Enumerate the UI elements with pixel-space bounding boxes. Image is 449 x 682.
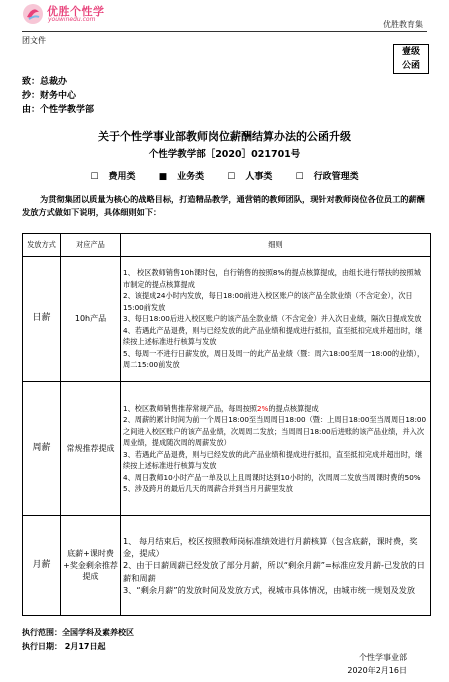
checkbox-icon: ☐ — [227, 172, 236, 182]
detail-line: 4、若遇此产品退费，则与已经发放的此产品业绩和提成进行抵扣，直至抵扣完成并超出时，继续按上述标准进行核算与发放 — [123, 325, 423, 347]
recipient-cc: 抄：财务中心 — [22, 91, 77, 101]
detail-line: 5、每周一不进行日薪发放，周日及周一的此产品业绩（暨：周六18:00至周一18:00的业绩），周二15:00前发放 — [123, 348, 425, 370]
category-business: ■ 业务类 — [158, 172, 205, 182]
checkbox-checked-icon: ■ — [158, 172, 168, 182]
brand-logo — [22, 2, 142, 26]
recipient-to: 致：总裁办 — [22, 77, 68, 87]
doc-label: 团文件 — [22, 36, 46, 45]
category-fee: ☐ 费用类 — [90, 172, 136, 182]
product-cell: 常规推荐提成 — [61, 382, 121, 516]
salary-table — [22, 233, 431, 616]
rate-highlight: 2% — [256, 403, 269, 413]
detail-line: 2、由于日薪周薪已经发放了部分月薪，所以“剩余月薪”=标准应发月薪-已发放的日薪和周薪 — [123, 560, 425, 583]
table-row — [23, 516, 431, 616]
detail-line: 3、每日18:00后进入校区账户的该产品全款业绩（不含定金）并入次日业绩，隔次日提成发放 — [123, 314, 422, 324]
sign-date: 2020年2月16日 — [347, 666, 407, 675]
checkbox-icon: ☐ — [295, 172, 304, 182]
method-cell: 月薪 — [23, 516, 61, 616]
category-admin: ☐ 行政管理类 — [295, 172, 359, 182]
detail-line: 3、若遇此产品退费，则与已经发放的此产品业绩和提成进行抵扣，直至抵扣完成并超出时，继续按上述标准进行核算与发放 — [123, 449, 423, 470]
logo-mark-icon — [22, 3, 44, 25]
detail-line: 1、 每月结束后，校区按照教师岗标准绩效进行月薪核算（包含底薪，课时费，奖金，提成） — [123, 535, 418, 559]
table-row — [23, 382, 431, 516]
category-checklist — [0, 169, 449, 182]
header-method: 发放方式 — [23, 234, 61, 257]
detail-cell — [121, 257, 431, 382]
classification-box — [393, 44, 429, 74]
detail-line: 3、“剩余月薪”的发放时间及发放方式，视城市具体情况，由城市统一规划及发放 — [123, 584, 416, 595]
table-row — [23, 257, 431, 382]
detail-cell — [121, 516, 431, 616]
brand-site: youwinedu.com — [48, 16, 96, 23]
classification-type: 公函 — [401, 61, 420, 71]
product-cell: 10h产品 — [61, 257, 121, 382]
detail-line: 2、周薪的累计时间为前一个周日18:00至当周周日18:00（暨：上周日18:00至当周周日18:00之间进入校区账户的该产品业绩，次周周二发放；当周周日18:00后进账的该产品业绩，并入次周业绩，提成随次周的周薪发放） — [123, 415, 427, 447]
product-cell: 底薪+课时费+奖金剩余推荐提成 — [61, 516, 121, 616]
detail-line: 1、 校区教师销售10h课时包，自行销售的按照8%的提点核算提成，由组长进行帮扶的按照城市制定的提点核算提成 — [123, 268, 421, 289]
signer: 个性学事业部 — [359, 653, 407, 662]
method-cell: 周薪 — [23, 382, 61, 516]
detail-line: 2、该提成24小时内发放，每日18:00前进入校区账户的该产品全款业绩（不含定金），次日15:00前发放 — [123, 291, 413, 312]
sender: 由：个性学教学部 — [22, 105, 95, 115]
detail-line: 4、周日教师10小时产品一单及以上且周课时达到10小时的，次周周二发放当周课时费的50% — [123, 472, 421, 482]
header-detail: 细则 — [121, 234, 431, 257]
execution-scope: 执行范围：全国学科及素养校区 — [22, 628, 134, 637]
detail-line: 5、涉及跨月的最后几天的周薪合并到当月月薪里发放 — [123, 484, 293, 493]
intro-paragraph: 为贯彻集团以质量为核心的战略目标，打造精品教学，通营销的教师团队，现针对教师岗位各位员工的薪酬发放方式做如下说明，具体细则如下： — [22, 194, 425, 217]
detail-cell — [121, 382, 431, 516]
table-header-row — [23, 234, 431, 257]
category-hr: ☐ 人事类 — [227, 172, 273, 182]
execution-date: 执行日期： 2月17日起 — [22, 642, 106, 651]
company-name: 优胜教育集 — [383, 20, 423, 29]
checkbox-icon: ☐ — [90, 172, 99, 182]
header-product: 对应产品 — [61, 234, 121, 257]
detail-line: 1、校区教师销售推荐常规产品，每周按照2%的提点核算提成 — [123, 403, 319, 413]
document-number: 个性学教学部［2020］021701号 — [148, 149, 301, 160]
page-title: 关于个性学事业部教师岗位薪酬结算办法的公函升级 — [98, 130, 351, 143]
header-divider — [22, 31, 427, 32]
classification-level: 壹级 — [401, 47, 420, 57]
method-cell: 日薪 — [23, 257, 61, 382]
brand-name: 优胜个性学 — [47, 5, 105, 18]
